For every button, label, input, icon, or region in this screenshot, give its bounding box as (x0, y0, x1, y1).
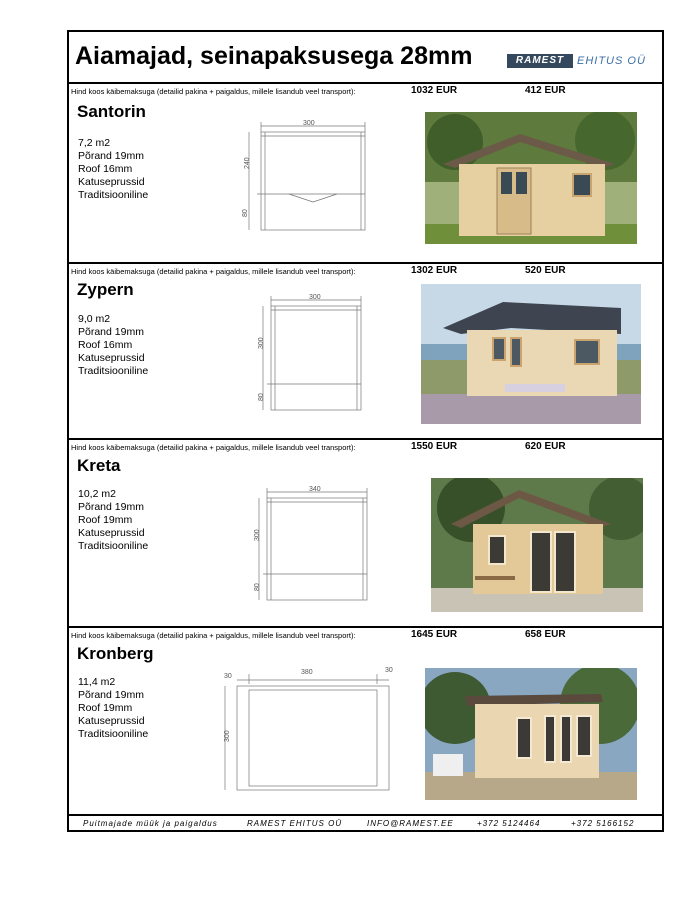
dim-porch: 80 (254, 583, 261, 591)
spec-style: Traditsiooniline (78, 728, 149, 740)
spec-rafters: Katuseprussid (78, 176, 145, 188)
floor-plan (219, 662, 409, 792)
dim-width: 300 (303, 120, 315, 127)
spec-roof: Roof 19mm (78, 702, 133, 714)
price-note: Hind koos käibemaksuga (detailid pakina + paigaldus, millele lisandub veel transport): (71, 267, 356, 276)
product-photo (425, 112, 637, 244)
product-specs (78, 488, 148, 553)
footer-company: RAMEST EHITUS OÜ (247, 819, 343, 828)
product-zypern (69, 264, 662, 438)
spec-floor: Põrand 19mm (78, 150, 144, 162)
product-specs (78, 313, 148, 378)
price-install: 412 EUR (525, 85, 566, 96)
dim-width: 300 (309, 294, 321, 301)
price-note: Hind koos käibemaksuga (detailid pakina + paigaldus, millele lisandub veel transport): (71, 87, 356, 96)
floor-plan (251, 292, 371, 412)
spec-roof: Roof 16mm (78, 339, 133, 351)
logo-left: RAMEST (507, 54, 573, 68)
footer-phone-1[interactable]: +372 5124464 (477, 819, 541, 828)
dim-depth: 300 (254, 529, 261, 541)
product-specs (78, 676, 148, 741)
spec-roof: Roof 19mm (78, 514, 133, 526)
footer-tagline: Puitmajade müük ja paigaldus (83, 819, 218, 828)
spec-floor: Põrand 19mm (78, 501, 144, 513)
spec-style: Traditsiooniline (78, 365, 149, 377)
product-santorin (69, 84, 662, 262)
product-kronberg (69, 628, 662, 814)
spec-rafters: Katuseprussid (78, 715, 145, 727)
dim-width: 340 (309, 486, 321, 493)
footer-email[interactable]: INFO@RAMEST.EE (367, 819, 454, 828)
price-install: 620 EUR (525, 441, 566, 452)
price-set: 1550 EUR (411, 441, 458, 452)
dim-overhang-right: 30 (385, 667, 393, 674)
price-sheet (67, 30, 664, 832)
footer (69, 816, 662, 830)
dim-depth: 240 (244, 157, 251, 169)
page-title: Aiamajad, seinapaksusega 28mm (75, 42, 473, 70)
dim-depth: 300 (258, 337, 265, 349)
spec-area: 11,4 m2 (78, 676, 116, 688)
price-set: 1645 EUR (411, 629, 458, 640)
spec-style: Traditsiooniline (78, 189, 149, 201)
spec-roof: Roof 16mm (78, 163, 133, 175)
company-logo (507, 54, 657, 68)
product-name: Zypern (77, 280, 134, 299)
price-install: 520 EUR (525, 265, 566, 276)
floor-plan (237, 118, 377, 238)
product-specs (78, 137, 148, 202)
price-note: Hind koos käibemaksuga (detailid pakina + paigaldus, millele lisandub veel transport): (71, 631, 356, 640)
dim-porch: 80 (242, 209, 249, 217)
spec-style: Traditsiooniline (78, 540, 149, 552)
dim-overhang-left: 30 (224, 673, 232, 680)
spec-area: 10,2 m2 (78, 488, 116, 500)
dim-depth: 300 (224, 730, 231, 742)
product-kreta (69, 440, 662, 626)
footer-phone-2[interactable]: +372 5166152 (571, 819, 635, 828)
spec-rafters: Katuseprussid (78, 352, 145, 364)
price-note: Hind koos käibemaksuga (detailid pakina + paigaldus, millele lisandub veel transport): (71, 443, 356, 452)
dim-porch: 80 (258, 393, 265, 401)
product-photo (425, 668, 637, 800)
spec-area: 7,2 m2 (78, 137, 111, 149)
spec-area: 9,0 m2 (78, 313, 111, 325)
price-set: 1032 EUR (411, 85, 458, 96)
logo-right: EHITUS OÜ (577, 55, 646, 67)
spec-floor: Põrand 19mm (78, 689, 144, 701)
spec-floor: Põrand 19mm (78, 326, 144, 338)
product-name: Kreta (77, 456, 121, 475)
price-set: 1302 EUR (411, 265, 458, 276)
dim-width: 380 (301, 669, 313, 676)
product-name: Santorin (77, 102, 146, 121)
product-photo (421, 284, 641, 424)
product-photo (431, 478, 643, 612)
product-name: Kronberg (77, 644, 154, 663)
spec-rafters: Katuseprussid (78, 527, 145, 539)
price-install: 658 EUR (525, 629, 566, 640)
floor-plan (247, 484, 377, 602)
